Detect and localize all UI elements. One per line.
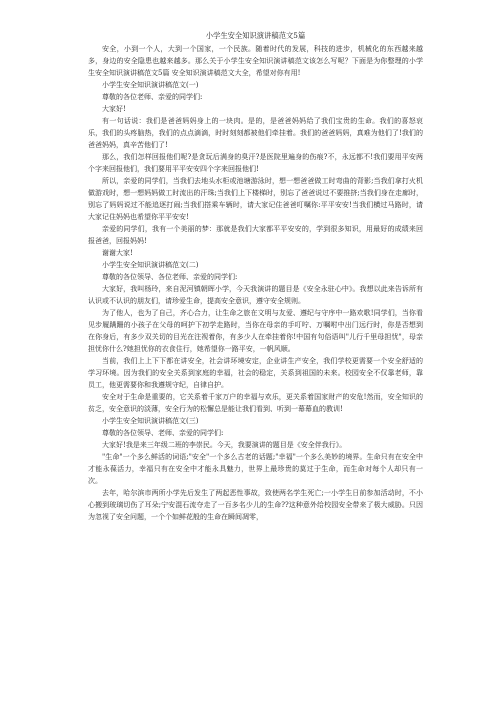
paragraph: 大家好!我是来三年级二班的李崇民。今天，我要演讲的题目是《安全伴我行》。: [102, 441, 347, 449]
paragraph: 尊敬的各位领导、各位老师、亲爱的同学们:: [102, 273, 238, 281]
paragraph: 尊敬的各位领导、老师、亲爱的同学们:: [102, 429, 224, 437]
paragraph: 去年，哈尔滨市两所小学先后发生了两起恶性事故，致使两名学生死亡;一小学生日前参加活动时，不小心搬到玻璃切伤了耳朵;宁安混石流夺走了一百多名少儿的生命??这种意外给校园安全带来了极大威胁。只因为忽视了安全问题，一个个如鲜花般的生命在瞬间凋零，: [88, 489, 423, 521]
document-title: 小学生安全知识演讲稿范文5篇: [205, 31, 306, 40]
paragraph: 尊敬的各位老师、亲爱的同学们:: [102, 93, 203, 101]
paragraph: 谢谢大家!: [102, 249, 133, 257]
paragraph: "生命"一个多么鲜活的词语;"安全"一个多么古老的话题;"幸福"一个多么美妙的境界。生命只有在安全中才能永葆活力，幸福只有在安全中才能永具魅力，世界上最珍贵的莫过于生命，而生命对每个人却只有一次。: [88, 453, 423, 485]
paragraph: 亲爱的同学们，我有一个美丽的梦：那就是我们大家都平平安安的，学到很多知识，用最好的成绩来回报爸爸，回报妈妈!: [88, 225, 423, 245]
paragraph: 安全对于生命是重要的，它关系着千家万户的幸福与欢乐，更关系着国家财产的安危!然而，安全知识的贫乏，安全意识的淡薄，安全行为的松懈总是能让我们看到、听到一幕幕血的教训!: [88, 393, 423, 413]
paragraph: 小学生安全知识演讲稿范文(一): [102, 81, 199, 89]
paragraph: 当前，我们上上下下都在讲安全，社会讲环境安定，企业讲生产安全，我们学校更需要一个安全舒适的学习环境。因为我们的安全关系到家庭的幸福，社会的稳定，关系到祖国的未来。校园安全不仅靠老师，靠员工，他更需要你和我遵规守纪，自律自护。: [88, 357, 423, 389]
paragraph: 有一句话说：我们是爸爸妈妈身上的一块肉。是的，是爸爸妈妈给了我们宝贵的生命。我们的喜怒哀乐，我们的头疼脑热，我们的点点滴滴，时时刻刻都被他们牵挂着。我们的爸爸妈妈，真难为他们了!我们的爸爸妈妈，真辛苦他们了!: [88, 117, 423, 149]
document-page: [88, 30, 423, 690]
paragraph: 小学生安全知识演讲稿范文(三): [102, 417, 199, 425]
paragraph: 为了他人，也为了自己，齐心合力，让生命之旅在文明与友爱、遵纪与守序中一路欢歌!同学们，当你看见步履蹒跚的小孩子在父母的呵护下初学走路时，当你在母亲的手叮咛、万嘱咐中出门远行时，你是否想到在你身后，有多少双关切的目光在注视着你，有多少人在牵挂着你!中国有句俗语叫"儿行千里母担忧"，母亲担忧你什么?她担忧你的衣食住行，她希望你一路平安，一帆风顺。: [88, 309, 423, 353]
paragraph: 那么，我们怎样回报他们呢?是贪玩后满身的臭汗?是医院里遍身的伤痕?不，永远都不!我们要用平安两个字来回报他们，我们要用平平安安四个字来回报他们!: [88, 153, 423, 173]
paragraph: 大家好!: [102, 105, 126, 113]
paragraph: 所以，亲爱的同学们，当我们去地头水柜或池塘游泳时，想一想爸爸做工时弯曲的背影;当我们拿打火机做游戏时，想一想妈妈做工时流出的汗珠;当我们上下楼梯时，别忘了爸爸说过不要推挤;当我们身在走廊时，别忘了妈妈说过不能追逐打闹;当我们搭乘车辆时，请大家记住爸爸叮嘱你:平平安安!当我们横过马路时，请大家记住妈妈也希望你平平安安!: [88, 177, 423, 221]
paragraph: 小学生安全知识演讲稿范文(二): [102, 261, 199, 269]
paragraph: 安全，小到一个人，大到一个国家，一个民族。随着时代的发展，科技的进步，机械化的东西越来越多，身边的安全隐患也越来越多。那么关于小学生安全知识演讲稿范文该怎么写呢？下面是为你整理的小学生安全知识演讲稿范文5篇 安全知识演讲稿范文大全，希望对你有用!: [88, 45, 423, 77]
document-body: [88, 43, 423, 523]
paragraph: 大家好，我叫杨玲，来自泥河镇朝晖小学，今天我演讲的题目是《安全永驻心中》。我想以此来告诉所有认识或不认识的朋友们，请珍爱生命，提高安全意识，遵守安全规则。: [88, 285, 423, 305]
